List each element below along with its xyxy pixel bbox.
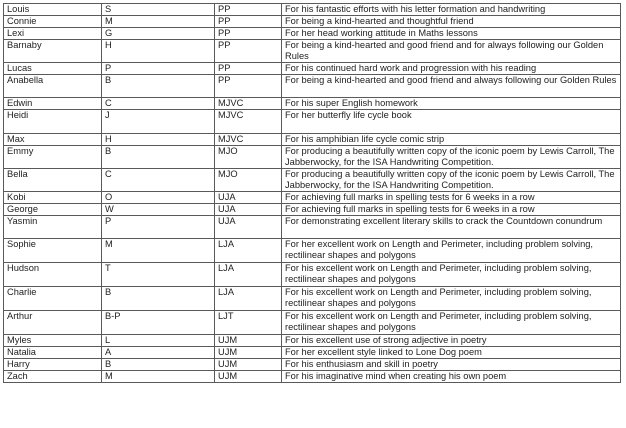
- pupil-name: Zach: [4, 371, 102, 383]
- surname-initial: P: [102, 63, 215, 75]
- award-reason: For his excellent work on Length and Perimeter, including problem solving, rectilinear shapes and polygons: [282, 311, 621, 335]
- awards-table: [3, 3, 621, 383]
- award-reason: For his excellent use of strong adjective in poetry: [282, 335, 621, 347]
- pupil-name: Lexi: [4, 28, 102, 40]
- award-reason: For producing a beautifully written copy of the iconic poem by Lewis Carroll, The Jabberwocky, for the ISA Handwriting Competition.: [282, 146, 621, 169]
- award-reason: For producing a beautifully written copy of the iconic poem by Lewis Carroll, The Jabberwocky, for the ISA Handwriting Competition.: [282, 169, 621, 192]
- class-code: UJM: [215, 371, 282, 383]
- award-reason: For demonstrating excellent literary skills to crack the Countdown conundrum: [282, 216, 621, 239]
- pupil-name: Max: [4, 134, 102, 146]
- surname-initial: O: [102, 192, 215, 204]
- surname-initial: W: [102, 204, 215, 216]
- pupil-name: Louis: [4, 4, 102, 16]
- class-code: PP: [215, 16, 282, 28]
- surname-initial: L: [102, 335, 215, 347]
- pupil-name: Lucas: [4, 63, 102, 75]
- surname-initial: C: [102, 98, 215, 110]
- surname-initial: H: [102, 134, 215, 146]
- pupil-name: Kobi: [4, 192, 102, 204]
- class-code: MJVC: [215, 110, 282, 134]
- table-row: [4, 40, 621, 63]
- surname-initial: J: [102, 110, 215, 134]
- award-reason: For her excellent work on Length and Perimeter, including problem solving, rectilinear shapes and polygons: [282, 239, 621, 263]
- pupil-name: Harry: [4, 359, 102, 371]
- pupil-name: Heidi: [4, 110, 102, 134]
- pupil-name: Charlie: [4, 287, 102, 311]
- pupil-name: Bella: [4, 169, 102, 192]
- surname-initial: S: [102, 4, 215, 16]
- award-reason: For his continued hard work and progression with his reading: [282, 63, 621, 75]
- pupil-name: Emmy: [4, 146, 102, 169]
- pupil-name: Natalia: [4, 347, 102, 359]
- class-code: MJO: [215, 169, 282, 192]
- table-row: [4, 75, 621, 98]
- table-row: [4, 239, 621, 263]
- award-reason: For his imaginative mind when creating his own poem: [282, 371, 621, 383]
- class-code: PP: [215, 40, 282, 63]
- award-reason: For his fantastic efforts with his letter formation and handwriting: [282, 4, 621, 16]
- award-reason: For her head working attitude in Maths lessons: [282, 28, 621, 40]
- award-reason: For her butterfly life cycle book: [282, 110, 621, 134]
- surname-initial: T: [102, 263, 215, 287]
- table-row: [4, 347, 621, 359]
- surname-initial: B: [102, 146, 215, 169]
- award-reason: For being a kind-hearted and good friend and for always following our Golden Rules: [282, 40, 621, 63]
- table-row: [4, 146, 621, 169]
- award-reason: For his excellent work on Length and Perimeter, including problem solving, rectilinear shapes and polygons: [282, 287, 621, 311]
- surname-initial: C: [102, 169, 215, 192]
- surname-initial: B: [102, 287, 215, 311]
- surname-initial: H: [102, 40, 215, 63]
- award-reason: For achieving full marks in spelling tests for 6 weeks in a row: [282, 204, 621, 216]
- class-code: UJM: [215, 347, 282, 359]
- award-reason: For his amphibian life cycle comic strip: [282, 134, 621, 146]
- class-code: PP: [215, 4, 282, 16]
- table-row: [4, 287, 621, 311]
- pupil-name: Edwin: [4, 98, 102, 110]
- class-code: UJA: [215, 216, 282, 239]
- table-row: [4, 263, 621, 287]
- surname-initial: B-P: [102, 311, 215, 335]
- surname-initial: G: [102, 28, 215, 40]
- table-row: [4, 63, 621, 75]
- table-row: [4, 28, 621, 40]
- table-row: [4, 169, 621, 192]
- table-row: [4, 204, 621, 216]
- class-code: LJA: [215, 263, 282, 287]
- surname-initial: M: [102, 16, 215, 28]
- class-code: LJA: [215, 287, 282, 311]
- awards-table-container: [3, 3, 621, 383]
- table-row: [4, 110, 621, 134]
- class-code: UJM: [215, 359, 282, 371]
- class-code: MJO: [215, 146, 282, 169]
- class-code: PP: [215, 63, 282, 75]
- pupil-name: Sophie: [4, 239, 102, 263]
- table-row: [4, 98, 621, 110]
- surname-initial: M: [102, 239, 215, 263]
- surname-initial: B: [102, 75, 215, 98]
- award-reason: For her excellent style linked to Lone Dog poem: [282, 347, 621, 359]
- surname-initial: M: [102, 371, 215, 383]
- table-row: [4, 4, 621, 16]
- award-reason: For achieving full marks in spelling tests for 6 weeks in a row: [282, 192, 621, 204]
- class-code: MJVC: [215, 134, 282, 146]
- class-code: LJT: [215, 311, 282, 335]
- surname-initial: A: [102, 347, 215, 359]
- table-row: [4, 335, 621, 347]
- pupil-name: Connie: [4, 16, 102, 28]
- table-row: [4, 134, 621, 146]
- class-code: PP: [215, 75, 282, 98]
- award-reason: For being a kind-hearted and good friend and always following our Golden Rules: [282, 75, 621, 98]
- pupil-name: George: [4, 204, 102, 216]
- pupil-name: Yasmin: [4, 216, 102, 239]
- table-row: [4, 192, 621, 204]
- award-reason: For his super English homework: [282, 98, 621, 110]
- class-code: PP: [215, 28, 282, 40]
- pupil-name: Anabella: [4, 75, 102, 98]
- pupil-name: Barnaby: [4, 40, 102, 63]
- award-reason: For being a kind-hearted and thoughtful friend: [282, 16, 621, 28]
- pupil-name: Myles: [4, 335, 102, 347]
- class-code: UJM: [215, 335, 282, 347]
- table-row: [4, 311, 621, 335]
- pupil-name: Hudson: [4, 263, 102, 287]
- award-reason: For his excellent work on Length and Perimeter, including problem solving, rectilinear shapes and polygons: [282, 263, 621, 287]
- class-code: MJVC: [215, 98, 282, 110]
- table-row: [4, 371, 621, 383]
- pupil-name: Arthur: [4, 311, 102, 335]
- class-code: UJA: [215, 204, 282, 216]
- class-code: UJA: [215, 192, 282, 204]
- surname-initial: B: [102, 359, 215, 371]
- table-row: [4, 216, 621, 239]
- table-row: [4, 359, 621, 371]
- award-reason: For his enthusiasm and skill in poetry: [282, 359, 621, 371]
- table-row: [4, 16, 621, 28]
- surname-initial: P: [102, 216, 215, 239]
- class-code: LJA: [215, 239, 282, 263]
